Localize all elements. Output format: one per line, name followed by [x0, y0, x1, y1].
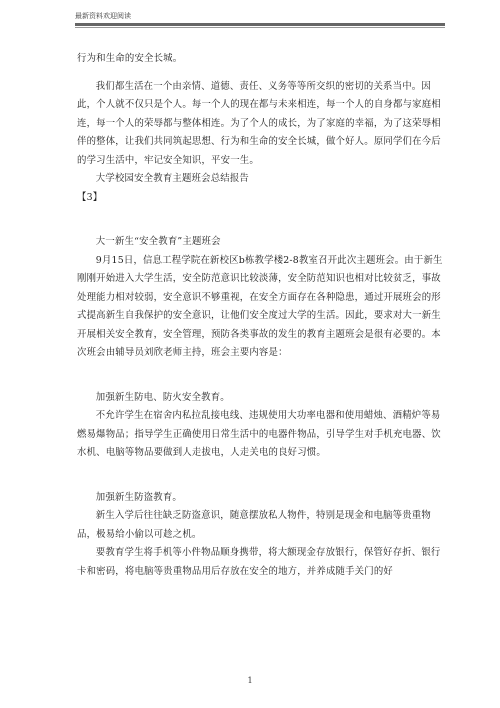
- heading-theft-prevention: 加强新生防盗教育。: [95, 491, 182, 503]
- paragraph-fire-safety: 不允许学生在宿舍内私拉乱接电线、违规使用大功率电器和使用蜡烛、酒精炉等易燃易爆物品；指导学生正确使用日常生活中的电器件物品，引导学生对手机充电器、饮水机、电脑等物品要做到人走拔电，人走关电的良好习惯。: [77, 410, 441, 458]
- header-text: 最新资料欢迎阅读: [75, 12, 131, 20]
- header-rule-thin: [75, 27, 445, 28]
- document-body: [77, 50, 445, 581]
- heading-fire-safety: 加强新生防电、防火安全教育。: [95, 391, 230, 403]
- section-marker: 【3】: [77, 191, 103, 203]
- paragraph-family-responsibility: 我们都生活在一个由亲情、道德、责任、义务等等所交织的密切的关系当中。因此，个人就不仅只是个人。每一个人的现在都与未来相连，每一个人的自身都与家庭相连，每一个人的荣辱都与整体相连。为了个人的成长，为了家庭的幸福，为了这荣辱相伴的整体，让我们共同筑起思想、行为和生命的安全长城，做个好人。原同学们在今后的学习生活中，牢记安全知识，平安一生。: [77, 80, 441, 166]
- header-rule: [75, 23, 445, 26]
- paragraph-theft-awareness: 新生入学后往往缺乏防盗意识，随意摆放私人物件，特别是现金和电脑等贵重物品，极易给小偷以可趁之机。: [77, 510, 431, 540]
- paragraph-theft-advice: 要教育学生将手机等小件物品顺身携带，将大额现金存放银行，保管好存折、银行卡和密码，将电脑等贵重物品用后存放在安全的地方，并养成随手关门的好: [77, 547, 441, 577]
- paragraph-continuation: 行为和生命的安全长城。: [77, 53, 183, 64]
- report-title: 大学校园安全教育主题班会总结报告: [95, 173, 249, 184]
- meeting-title: 大一新生“安全教育”主题班会: [95, 236, 221, 247]
- paragraph-meeting-intro: 9月15日，信息工程学院在新校区b栋教学楼2-8教室召开此次主题班会。由于新生刚刚开始进入大学生活，安全防范意识比较淡薄，安全防范知识也相对比较贫乏，事故处理能力相对较弱，安全意识不够重视，在安全方面存在各种隐患，通过开展班会的形式提高新生自我保护的安全意识，让他们安全度过大学的生活。因此，要求对大一新生开展相关安全教育，安全管理，预防各类事故的发生的教育主题班会是很有必要的。本次班会由辅导员刘欣老师主持，班会主要内容是：: [77, 254, 443, 358]
- page-number: 1: [247, 676, 253, 685]
